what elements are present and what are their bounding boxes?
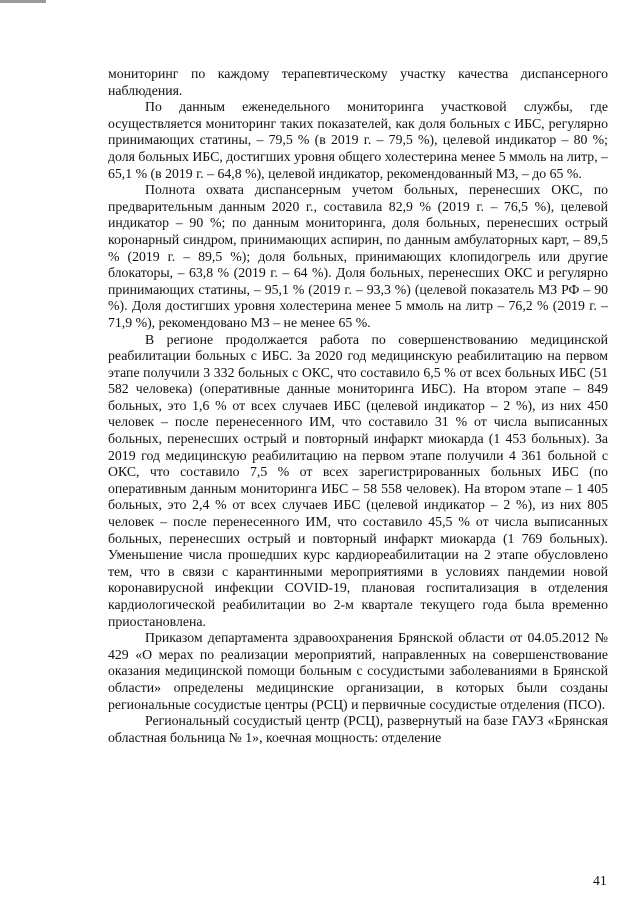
paragraph-4: В регионе продолжается работа по совершенствованию медицинской реабилитации больных с ИБС. За 2020 год медицинскую реабилитацию на первом этапе получили 3 332 больных с ОКС, что составило 6,5 % от всех больных ИБС (51 582 человека) (оперативные данные мониторинга ИБС). На втором этапе – 849 больных, это 1,6 % от всех случаев ИБС (целевой индикатор – 2 %), из них 450 человек – после перенесенного ИМ, что составило 31 % от числа выписанных больных, перенесших острый и повторный инфаркт миокарда (1 453 больных). За 2019 год медицинскую реабилитацию на первом этапе получили 4 361 больной с ОКС, что составило 7,5 % от всех зарегистрированных больных ИБС (по оперативным данным мониторинга ИБС – 58 558 человек). На втором этапе – 1 405 больных, это 2,4 % от всех случаев ИБС (целевой индикатор – 2 %), из них 805 человек – после перенесенного ИМ, что составило 45,5 % от числа выписанных больных, перенесших острый и повторный инфаркт миокарда (1 769 больных). Уменьшение числа прошедших курс кардиореабилитации на 2 этапе обусловлено тем, что в связи с карантинными мероприятиями в условиях пандемии новой коронавирусной инфекции COVID-19, плановая госпитализация в отделения кардиологической реабилитации во 2-м квартале текущего года была временно приостановлена. [108, 331, 608, 629]
document-page [108, 66, 608, 746]
page-number: 41 [593, 873, 607, 888]
paragraph-3: Полнота охвата диспансерным учетом больных, перенесших ОКС, по предварительным данным 2020 г., составила 82,9 % (2019 г. – 76,5 %), целевой индикатор – 90 %; по данным мониторинга, доля больных, перенесших острый коронарный синдром, принимающих аспирин, по данным амбулаторных карт, – 89,5 % (2019 г. – 89,5 %); доля больных, принимающих клопидогрель или другие блокаторы, – 63,8 % (2019 г. – 64 %). Доля больных, перенесших ОКС и регулярно принимающих статины, – 95,1 % (2019 г. – 93,3 %) (целевой показатель МЗ РФ – 90 %). Доля достигших уровня холестерина менее 5 ммоль на литр – 76,2 % (2019 г. – 71,9 %), рекомендовано МЗ – не менее 65 %. [108, 182, 608, 330]
paragraph-1: мониторинг по каждому терапевтическому участку качества диспансерного наблюдения. [108, 66, 608, 98]
scan-edge-mark [0, 0, 46, 3]
paragraph-2: По данным еженедельного мониторинга участковой службы, где осуществляется мониторинг таких показателей, как доля больных с ИБС, регулярно принимающих статины, – 79,5 % (в 2019 г. – 79,5 %), целевой индикатор – 80 %; доля больных ИБС, достигших уровня общего холестерина менее 5 ммоль на литр, – 65,1 % (в 2019 г. – 64,8 %), целевой индикатор, рекомендованный МЗ, – до 65 %. [108, 99, 608, 181]
paragraph-6: Региональный сосудистый центр (РСЦ), развернутый на базе ГАУЗ «Брянская областная больница № 1», коечная мощность: отделение [108, 713, 608, 745]
paragraph-5: Приказом департамента здравоохранения Брянской области от 04.05.2012 № 429 «О мерах по реализации мероприятий, направленных на совершенствование оказания медицинской помощи больным с сосудистыми заболеваниями в Брянской области» определены медицинские организации, в которых были созданы региональные сосудистые центры (РСЦ) и первичные сосудистые отделения (ПСО). [108, 630, 608, 712]
